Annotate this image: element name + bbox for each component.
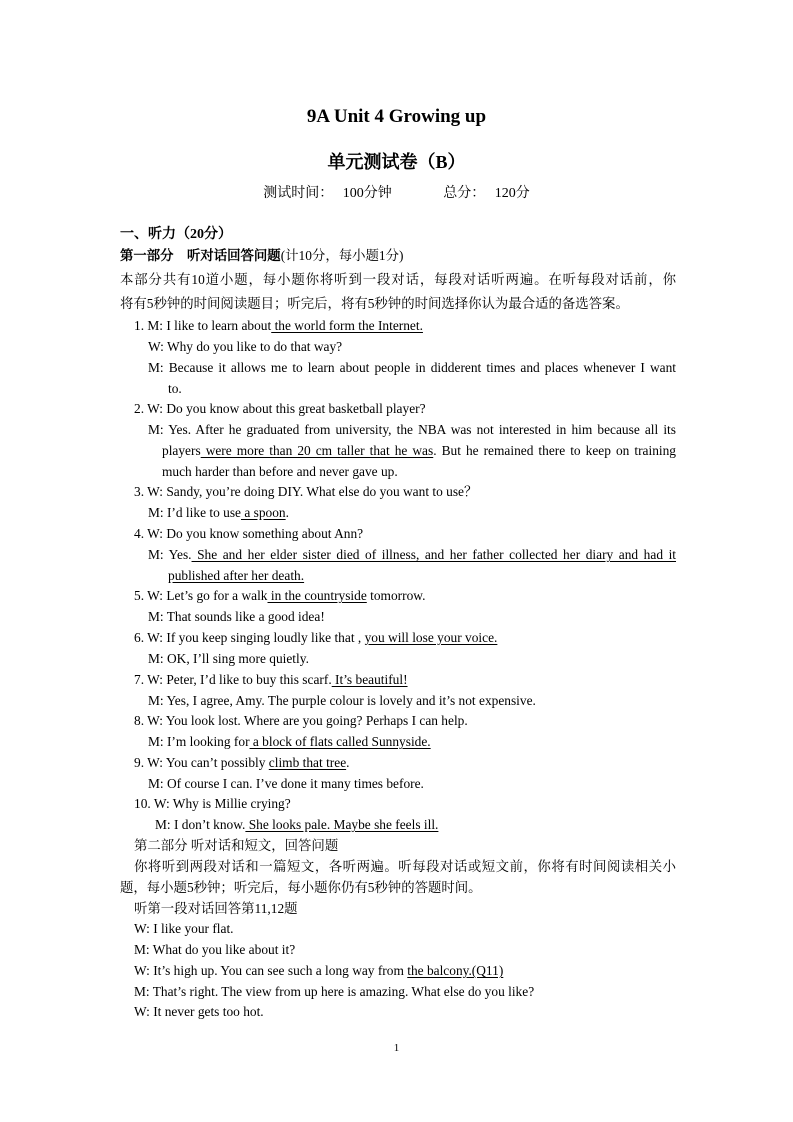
part2-heading: 第二部分 听对话和短文，回答问题 <box>134 838 339 853</box>
listening-line-2: M: What do you like about it? <box>134 942 296 957</box>
test-meta <box>0 182 793 202</box>
dialog-6-line-1: 6. W: If you keep singing loudly like that , you will lose your voice. <box>134 630 498 645</box>
dialog-9-line-1: 9. W: You can’t possibly climb that tree. <box>134 755 350 770</box>
score-value: 120分 <box>494 186 530 201</box>
dialog-7-line-2: M: Yes, I agree, Amy. The purple colour is lovely and it’s not expensive. <box>148 693 536 708</box>
document-subtitle: 单元测试卷（B） <box>327 152 466 172</box>
listening-line-4: M: That’s right. The view from up here is amazing. What else do you like? <box>134 984 535 999</box>
listening-line-3: W: It’s high up. You can see such a long way from the balcony.(Q11) <box>134 963 504 978</box>
part1-heading: 第一部分 听对话回答问题 <box>120 248 281 263</box>
dialog-1-line-4: to. <box>168 381 182 396</box>
dialog-1-line-2: W: Why do you like to do that way? <box>148 339 343 354</box>
dialog-5-line-1: 5. W: Let’s go for a walk in the countryside tomorrow. <box>134 588 426 603</box>
dialog-8-line-1: 8. W: You look lost. Where are you going? Perhaps I can help. <box>134 713 468 728</box>
score-label: 总分： <box>443 186 486 201</box>
section-heading-listening: 一、听力（20分） <box>120 227 232 242</box>
page-number: 1 <box>393 1042 400 1054</box>
dialog-3-line-1: 3. W: Sandy, you’re doing DIY. What else do you want to use？ <box>134 484 478 499</box>
document-title: 9A Unit 4 Growing up <box>306 106 487 127</box>
dialog-8-line-2: M: I’m looking for a block of flats called Sunnyside. <box>148 734 431 749</box>
dialog-4-line-2: M: Yes. She and her elder sister died of illness, and her father collected her diary and had it <box>148 547 677 562</box>
part2-subheading: 听第一段对话回答第11,12题 <box>134 901 298 916</box>
dialog-9-line-2: M: Of course I can. I’ve done it many times before. <box>148 776 424 791</box>
dialog-10-line-1: 10. W: Why is Millie crying? <box>134 796 291 811</box>
part2-intro-1: 你将听到两段对话和一篇短文，各听两遍。听每段对话或短文前，你将有时间阅读相关小 <box>134 859 676 874</box>
part1-intro-2: 将有5秒钟的时间阅读题目；听完后，将有5秒钟的时间选择你认为最合适的备选答案。 <box>120 296 629 311</box>
dialog-3-line-2: M: I’d like to use a spoon. <box>148 505 289 520</box>
dialog-6-line-2: M: OK, I’ll sing more quietly. <box>148 651 309 666</box>
dialog-4-line-1: 4. W: Do you know something about Ann? <box>134 526 364 541</box>
dialog-2-line-4: much harder than before and never gave up. <box>162 464 398 479</box>
time-label: 测试时间： <box>263 186 334 201</box>
dialog-2-line-1: 2. W: Do you know about this great basketball player? <box>134 401 426 416</box>
part1-note: (计10分，每小题1分) <box>280 248 404 263</box>
dialog-2-line-2: M: Yes. After he graduated from university, the NBA was not interested in him because all its <box>148 422 676 437</box>
dialog-7-line-1: 7. W: Peter, I’d like to buy this scarf. It’s beautiful! <box>134 672 408 687</box>
dialog-5-line-2: M: That sounds like a good idea! <box>148 609 325 624</box>
time-value: 100分钟 <box>342 186 392 201</box>
listening-line-5: W: It never gets too hot. <box>134 1004 264 1019</box>
dialog-10-line-2: M: I don’t know. She looks pale. Maybe she feels ill. <box>155 817 439 832</box>
part1-heading-line <box>120 246 403 265</box>
part1-intro-1: 本部分共有10道小题，每小题你将听到一段对话，每段对话听两遍。在听每段对话前，你 <box>120 272 676 287</box>
listening-line-1: W: I like your flat. <box>134 921 234 936</box>
dialog-1-line-3: M: Because it allows me to learn about people in didderent times and places whenever I want <box>148 360 676 375</box>
dialog-1-line-1: 1. M: I like to learn about the world form the Internet. <box>134 318 423 333</box>
dialog-4-line-3: published after her death. <box>168 568 305 583</box>
part2-intro-2: 题，每小题5秒钟；听完后，每小题你仍有5秒钟的答题时间。 <box>120 880 482 895</box>
dialog-2-line-3: players were more than 20 cm taller that he was. But he remained there to keep on training <box>162 443 676 458</box>
